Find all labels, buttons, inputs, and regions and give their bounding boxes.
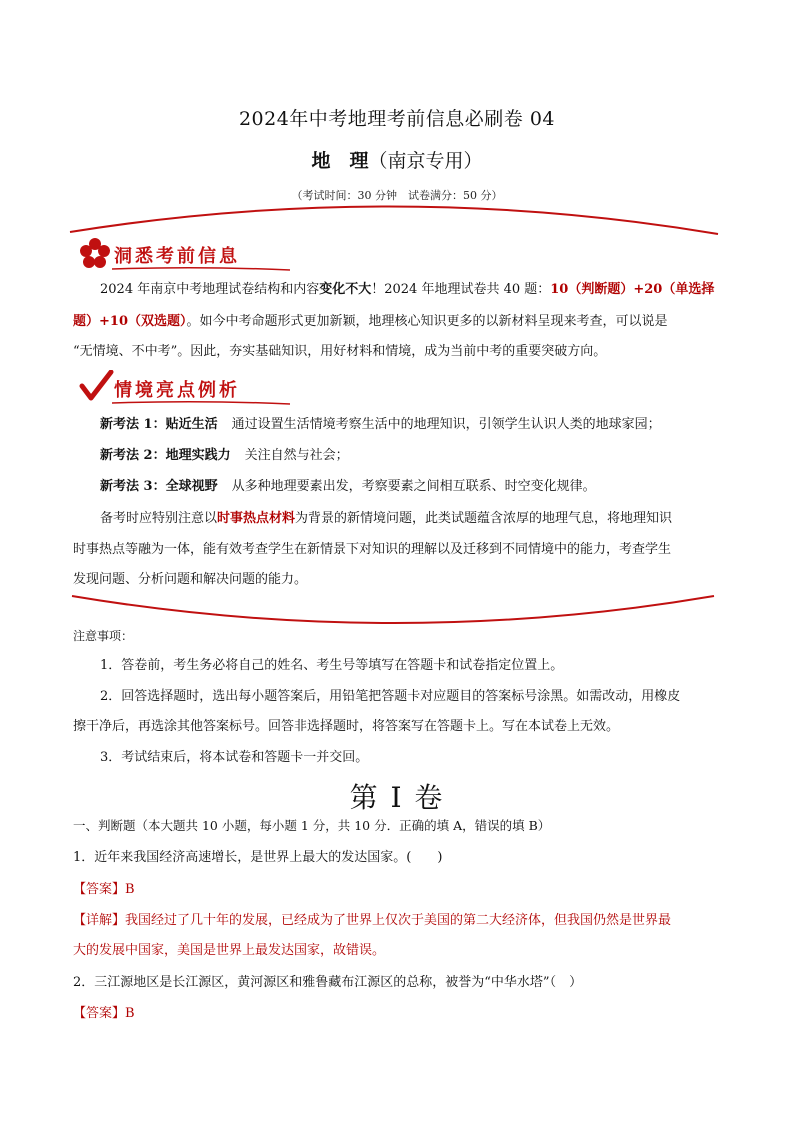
text-run-emphasis: 时事热点材料 bbox=[217, 511, 296, 526]
volume-title: 第 I 卷 bbox=[349, 781, 445, 814]
frame-bottom-curve bbox=[72, 596, 714, 623]
page-title: 2024年中考地理考前信息必刷卷 04 bbox=[238, 108, 556, 130]
section1-heading: 洞悉考前信息 bbox=[114, 246, 240, 267]
exam-info: （考试时间：30 分钟 试卷满分：50 分） bbox=[291, 189, 503, 202]
flower-icon bbox=[78, 236, 112, 270]
section1-para-line3: “无情境、不中考”。因此，夯实基础知识，用好材料和情境，成为当前中考的重要突破方向。 bbox=[73, 344, 607, 359]
method-1 bbox=[100, 415, 661, 435]
q1-answer bbox=[73, 880, 135, 900]
answer-label: 【答案】 bbox=[73, 882, 126, 897]
question-2: 2．三江源地区是长江源区，黄河源区和雅鲁藏布江源区的总称，被誉为“中华水塔”（ ） bbox=[73, 975, 583, 990]
checkmark-icon bbox=[78, 370, 114, 404]
q1-detail-line1 bbox=[73, 911, 671, 931]
note-2-line2: 擦干净后，再选涂其他答案标号。回答非选择题时，将答案写在答题卡上。写在本试卷上无效。 bbox=[73, 719, 620, 734]
q2-answer bbox=[73, 1004, 135, 1024]
q1-detail-line2: 大的发展中国家，美国是世界上最发达国家，故错误。 bbox=[73, 943, 386, 958]
text-run: 备考时应特别注意以 bbox=[100, 511, 218, 526]
section1-para-line2 bbox=[73, 312, 668, 332]
text-run: 为背景的新情境问题，此类试题蕴含浓厚的地理气息，将地理知识 bbox=[295, 511, 673, 526]
heading-underline bbox=[112, 266, 292, 272]
method-text: 从多种地理要素出发，考察要素之间相互联系、时空变化规律。 bbox=[231, 479, 596, 494]
answer-value: B bbox=[125, 882, 135, 897]
part1-heading: 一、判断题（本大题共 10 小题，每小题 1 分，共 10 分．正确的填 A，错误的填 B） bbox=[73, 818, 551, 833]
note-2-line1: 2．回答选择题时，选出每小题答案后，用铅笔把答题卡对应题目的答案标号涂黑。如需改动，用橡皮 bbox=[100, 689, 681, 704]
note-3: 3．考试结束后，将本试卷和答题卡一并交回。 bbox=[100, 750, 369, 765]
method-label: 新考法 1：贴近生活 bbox=[100, 417, 218, 432]
method-label: 新考法 3：全球视野 bbox=[100, 479, 218, 494]
question-1: 1．近年来我国经济高速增长，是世界上最大的发达国家。( ) bbox=[73, 850, 443, 865]
method-label: 新考法 2：地理实践力 bbox=[100, 448, 231, 463]
notes-heading: 注意事项： bbox=[73, 629, 134, 643]
frame-top-curve bbox=[70, 206, 718, 234]
method-2 bbox=[100, 446, 349, 466]
method-3 bbox=[100, 477, 596, 497]
region-label: （南京专用） bbox=[368, 150, 483, 172]
text-run-emphasis: 10（判断题）+20（单选择 bbox=[550, 282, 715, 297]
note-1: 1．答卷前，考生务必将自己的姓名、考生号等填写在答题卡和试卷指定位置上。 bbox=[100, 658, 564, 673]
detail-text: 我国经过了几十年的发展，已经成为了世界上仅次于美国的第二大经济体，但我国仍然是世界最 bbox=[125, 913, 672, 928]
section2-para-line3: 发现问题、分析问题和解决问题的能力。 bbox=[73, 572, 308, 587]
section2-para-line1 bbox=[100, 509, 672, 529]
section2-heading: 情境亮点例析 bbox=[114, 380, 240, 401]
method-text: 通过设置生活情境考察生活中的地理知识，引领学生认识人类的地球家园； bbox=[231, 417, 661, 432]
subject-label: 地 理 bbox=[311, 150, 369, 172]
method-text: 关注自然与社会； bbox=[244, 448, 349, 463]
text-run-emphasis: 题）+10（双选题） bbox=[73, 314, 187, 329]
detail-label: 【详解】 bbox=[73, 913, 126, 928]
text-run: ！2024 年地理试卷共 40 题： bbox=[371, 282, 551, 297]
text-run-emphasis: 变化不大 bbox=[319, 282, 372, 297]
answer-value: B bbox=[125, 1006, 135, 1021]
text-run: 2024 年南京中考地理试卷结构和内容 bbox=[100, 282, 320, 297]
section2-para-line2: 时事热点等融为一体，能有效考查学生在新情景下对知识的理解以及迁移到不同情境中的能力，考查学生 bbox=[73, 542, 672, 557]
answer-label: 【答案】 bbox=[73, 1006, 126, 1021]
section1-para-line1 bbox=[100, 280, 714, 300]
heading-underline bbox=[112, 400, 292, 406]
text-run: 。如今中考命题形式更加新颖，地理核心知识更多的以新材料呈现来考查，可以说是 bbox=[186, 314, 668, 329]
